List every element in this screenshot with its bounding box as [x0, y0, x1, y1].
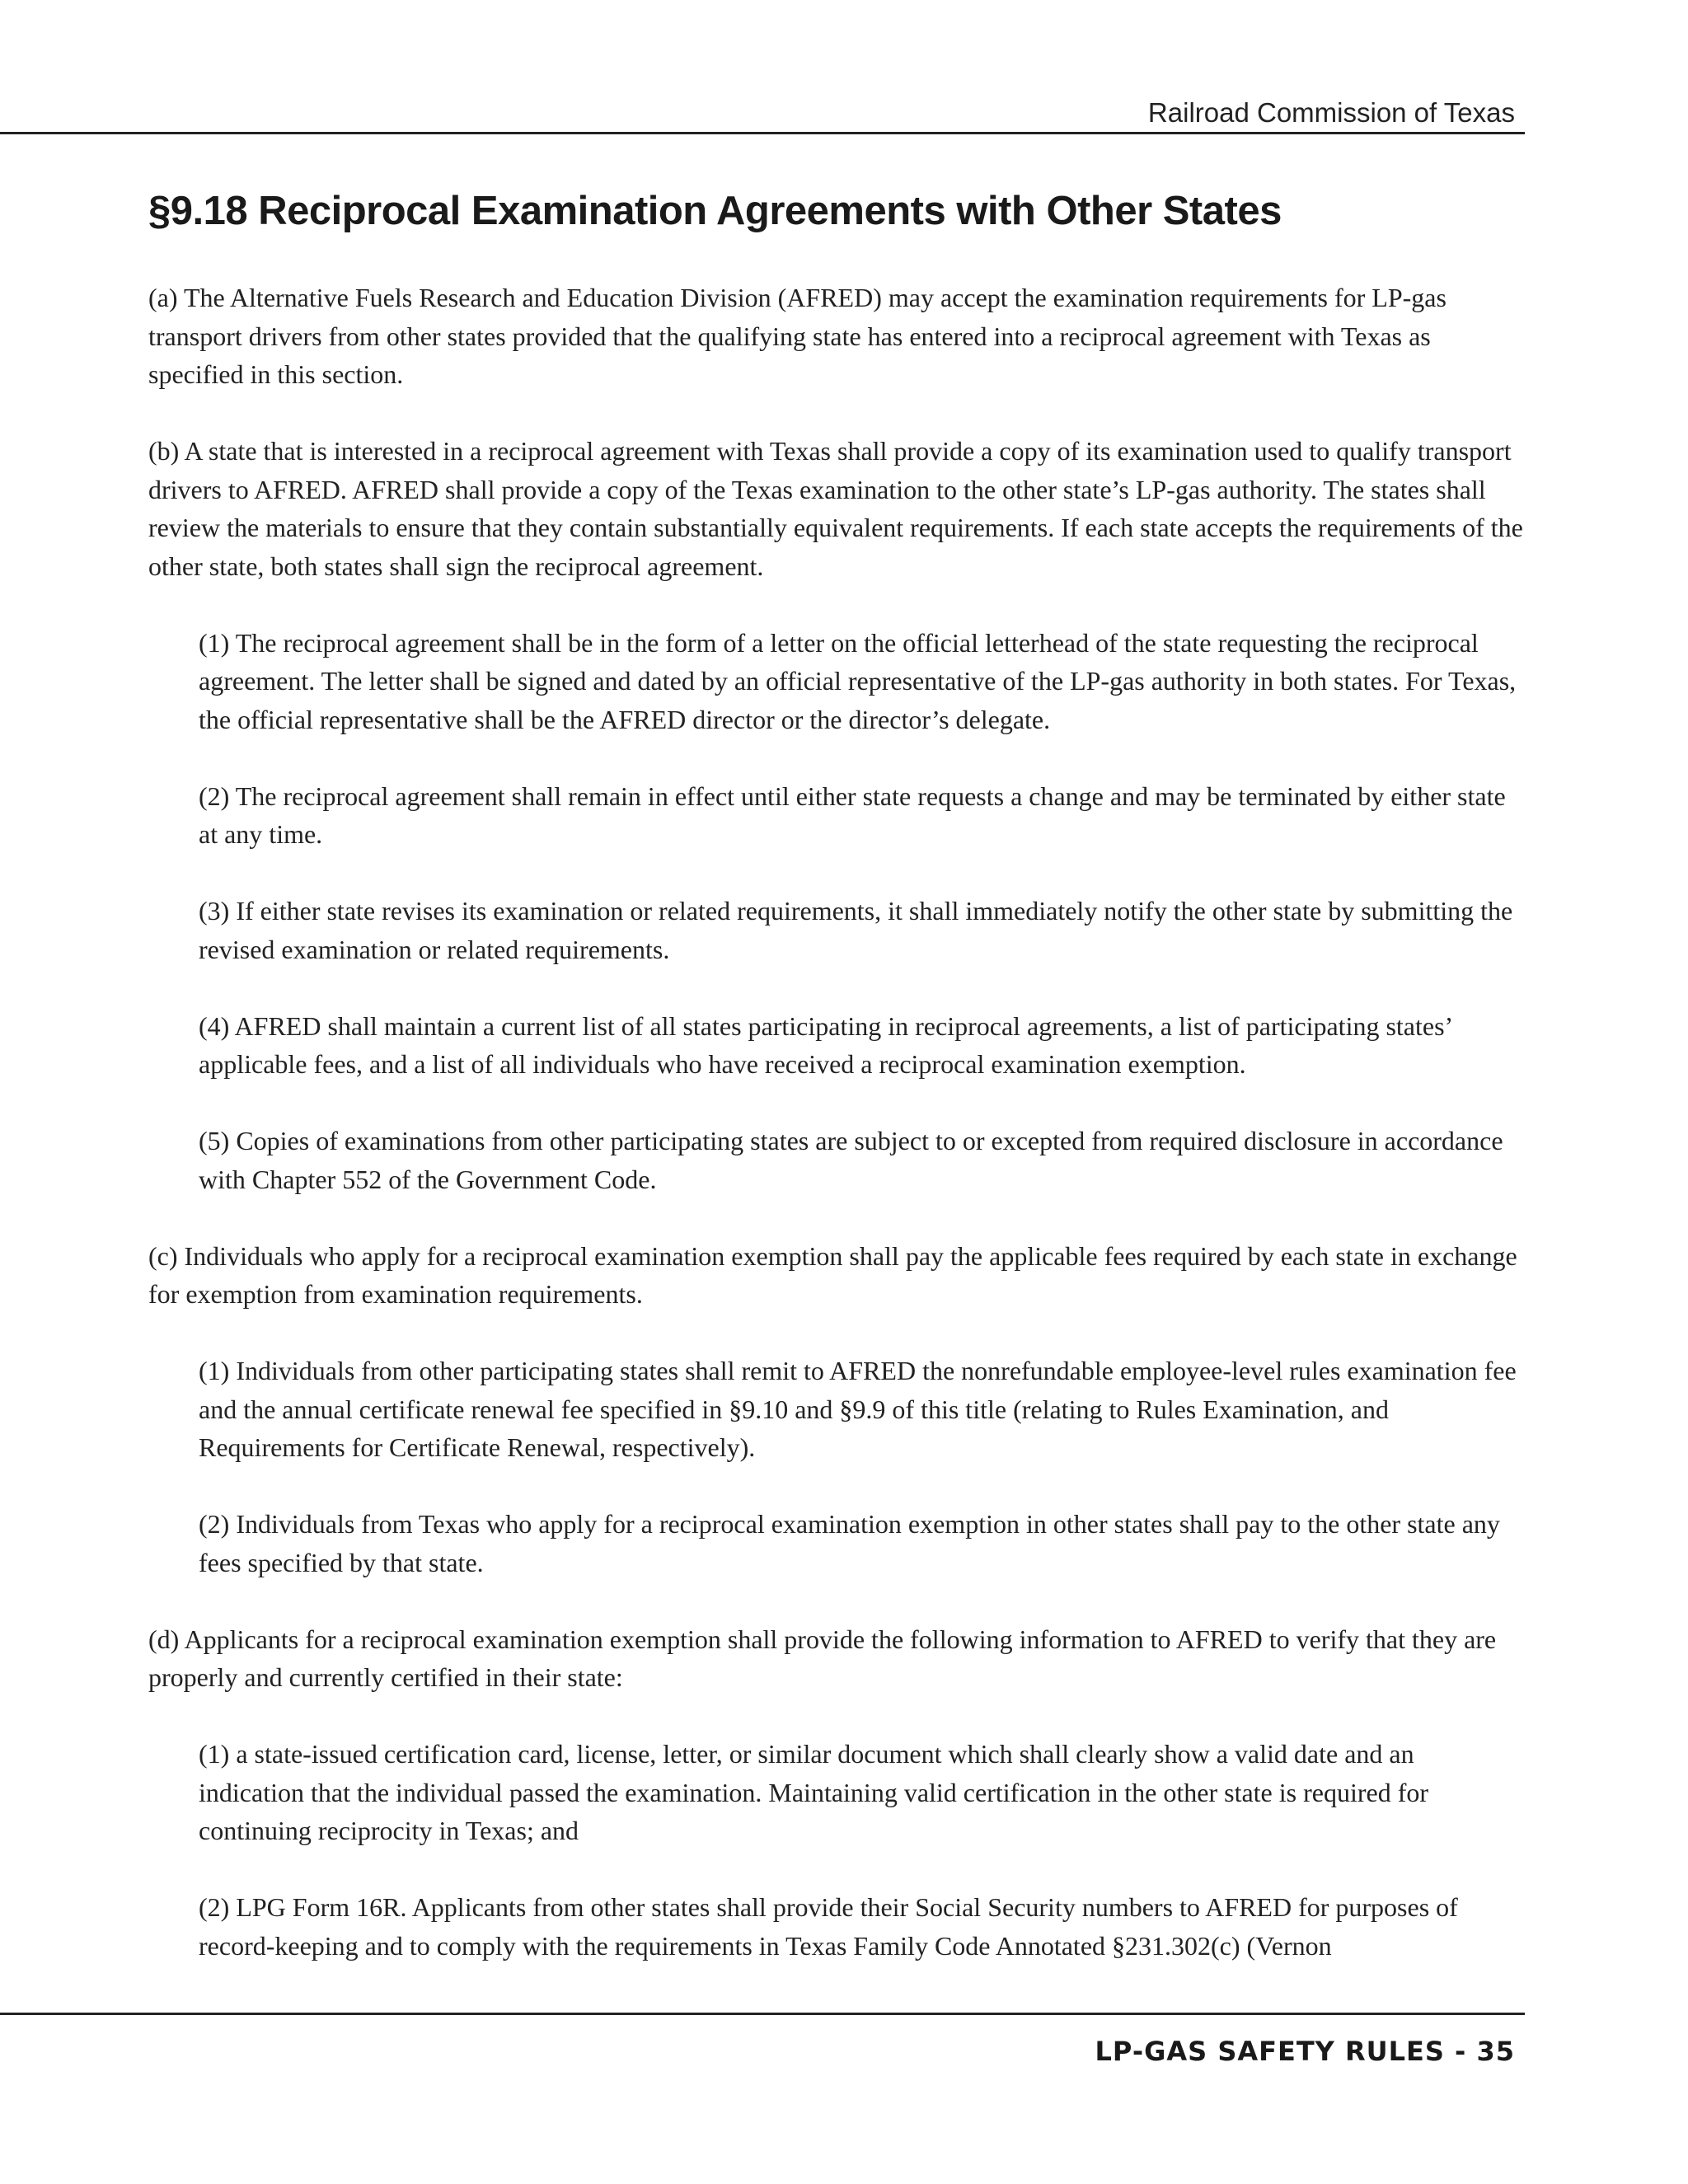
paragraph-d-2: (2) LPG Form 16R. Applicants from other states shall provide their Social Security numbers to AFRED for purposes of record-keeping and to comply with the requirements in Texas Family Code Annotated §231.302(c) (Vernon	[199, 1892, 1458, 1961]
paragraph-b-2: (2) The reciprocal agreement shall remain in effect until either state requests a change and may be terminated by either state at any time.	[199, 780, 1506, 849]
running-header: Railroad Commission of Texas	[1147, 97, 1515, 128]
page-footer: LP-GAS SAFETY RULES - 35	[1095, 2036, 1515, 2067]
header-rule	[0, 132, 1525, 134]
paragraph-d-1: (1) a state-issued certification card, license, letter, or similar document which shall clearly show a valid date and an indication that the individual passed the examination. Maintaining valid certification in the other state is required for continuing reciprocity in Texas; and	[199, 1739, 1429, 1845]
paragraph-c-2: (2) Individuals from Texas who apply for a reciprocal examination exemption in other states shall pay to the other state any fees specified by that state.	[199, 1509, 1500, 1577]
paragraph-b-3: (3) If either state revises its examination or related requirements, it shall immediately notify the other state by submitting the revised examination or related requirements.	[199, 896, 1513, 964]
paragraph-c-1: (1) Individuals from other participating states shall remit to AFRED the nonrefundable employee-level rules examination fee and the annual certificate renewal fee specified in §9.10 and §9.9 of this title (relating to Rules Examination, and Requirements for Certificate Renewal, respectively).	[199, 1356, 1517, 1462]
paragraph-b-4: (4) AFRED shall maintain a current list of all states participating in reciprocal agreements, a list of participating states’ applicable fees, and a list of all individuals who have received a reciprocal examination exemption.	[199, 1010, 1451, 1079]
paragraph-a: (a) The Alternative Fuels Research and Education Division (AFRED) may accept the examination requirements for LP-gas transport drivers from other states provided that the qualifying state has entered into a reciprocal agreement with Texas as specified in this section.	[148, 283, 1447, 389]
paragraph-c: (c) Individuals who apply for a reciprocal examination exemption shall pay the applicable fees required by each state in exchange for exemption from examination requirements.	[148, 1240, 1517, 1309]
section-body	[148, 279, 1523, 2004]
paragraph-b-1: (1) The reciprocal agreement shall be in the form of a letter on the official letterhead of the state requesting the reciprocal agreement. The letter shall be signed and dated by an official representative of the LP-gas authority in both states. For Texas, the official representative shall be the AFRED director or the director’s delegate.	[199, 627, 1517, 734]
section-title: §9.18 Reciprocal Examination Agreements with Other States	[148, 189, 1282, 233]
paragraph-b: (b) A state that is interested in a reciprocal agreement with Texas shall provide a copy of its examination used to qualify transport drivers to AFRED. AFRED shall provide a copy of the Texas examination to the other state’s LP-gas authority. The states shall review the materials to ensure that they contain substantially equivalent requirements. If each state accepts the requirements of the other state, both states shall sign the reciprocal agreement.	[148, 436, 1523, 581]
paragraph-b-5: (5) Copies of examinations from other participating states are subject to or excepted from required disclosure in accordance with Chapter 552 of the Government Code.	[199, 1126, 1503, 1194]
footer-rule	[0, 2013, 1525, 2015]
paragraph-d: (d) Applicants for a reciprocal examination exemption shall provide the following information to AFRED to verify that they are properly and currently certified in their state:	[148, 1624, 1497, 1692]
